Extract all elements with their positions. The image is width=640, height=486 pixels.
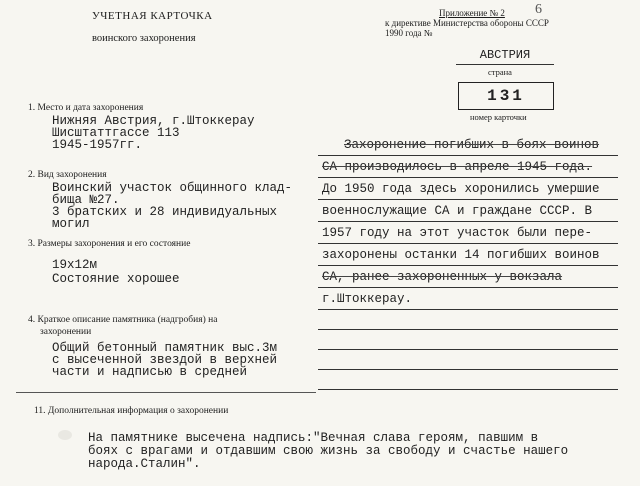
bottom-text-line: боях с врагами и отдавшим свою жизнь за свободу и счастье нашего xyxy=(88,444,569,458)
section-3-label: 3. Размеры захоронения и его состояние xyxy=(28,239,191,249)
section-1-label: 1. Место и дата захоронения xyxy=(28,103,144,113)
ruled-line xyxy=(318,177,618,178)
section-3-line: 19х12м xyxy=(52,258,98,272)
ruled-line xyxy=(318,265,618,266)
appendix-line-2: к директиве Министерства обороны СССР xyxy=(385,18,549,28)
section-2-value xyxy=(52,182,292,230)
card-number-label: номер карточки xyxy=(470,112,527,122)
appendix-block xyxy=(385,8,595,38)
section-1-line: Шисштаттгассе 113 xyxy=(52,126,180,140)
section-4-label-line: захоронении xyxy=(40,327,92,337)
right-text-line: Захоронение погибших в боях воинов xyxy=(344,138,600,152)
ruled-line xyxy=(318,309,618,310)
section-1-line: Нижняя Австрия, г.Штоккерау xyxy=(52,114,255,128)
right-text-line: До 1950 года здесь хоронились умершие xyxy=(322,182,600,196)
country-label: страна xyxy=(488,67,512,77)
ruled-line xyxy=(318,199,618,200)
section-11-label: 11. Дополнительная информация о захоронении xyxy=(34,406,229,416)
section-4-label-line: 4. Краткое описание памятника (надгробия) на xyxy=(28,315,218,325)
right-text-line: захоронены останки 14 погибших воинов xyxy=(322,248,600,262)
ruled-line xyxy=(318,243,618,244)
section-4-line: с высеченной звездой в верхней xyxy=(52,353,278,367)
section-2-line: могил xyxy=(52,217,90,231)
country-value: АВСТРИЯ xyxy=(456,48,554,65)
bottom-text-line: народа.Сталин". xyxy=(88,457,201,471)
bottom-inscription xyxy=(88,432,568,471)
appendix-line-1: Приложение № 2 xyxy=(439,8,505,18)
paper-blemish xyxy=(58,430,72,440)
section-1-line: 1945-1957гг. xyxy=(52,138,143,152)
right-text-line: СА, ранее захороненных у вокзала xyxy=(322,270,563,284)
section-4-line: части и надписью в средней xyxy=(52,365,248,379)
section-2-line: Воинский участок общинного клад- xyxy=(52,181,293,195)
card-title: УЧЕТНАЯ КАРТОЧКА xyxy=(92,10,213,22)
ruled-line xyxy=(318,369,618,370)
section-3-line: Состояние хорошее xyxy=(52,272,180,286)
section-4-underline xyxy=(16,392,316,393)
ruled-line xyxy=(318,287,618,288)
ruled-line xyxy=(318,221,618,222)
right-text-line: военнослужащие СА и граждане СССР. В xyxy=(322,204,593,218)
section-2-line: 3 братских и 28 индивидуальных xyxy=(52,205,278,219)
right-text-line: 1957 году на этот участок были пере- xyxy=(322,226,593,240)
ruled-line xyxy=(318,329,618,330)
section-4-value xyxy=(52,342,277,378)
bottom-text-line: На памятнике высечена надпись:"Вечная слава героям, павшим в xyxy=(88,431,539,445)
card-number-value: 131 xyxy=(458,82,554,110)
section-1-value xyxy=(52,115,255,151)
right-text-line: г.Штоккерау. xyxy=(322,292,413,306)
right-text-line: СА производилось в апреле 1945 года. xyxy=(322,160,593,174)
ruled-line xyxy=(318,349,618,350)
ruled-line xyxy=(318,389,618,390)
card-subtitle: воинского захоронения xyxy=(92,33,196,44)
section-4-label xyxy=(28,314,217,338)
ruled-line xyxy=(318,155,618,156)
section-2-line: бища №27. xyxy=(52,193,120,207)
section-3-value xyxy=(52,258,180,286)
appendix-line-3: 1990 года № xyxy=(385,28,433,38)
section-4-line: Общий бетонный памятник выс.3м xyxy=(52,341,278,355)
corner-handwritten-mark: 6 xyxy=(535,2,542,17)
section-2-label: 2. Вид захоронения xyxy=(28,170,107,180)
